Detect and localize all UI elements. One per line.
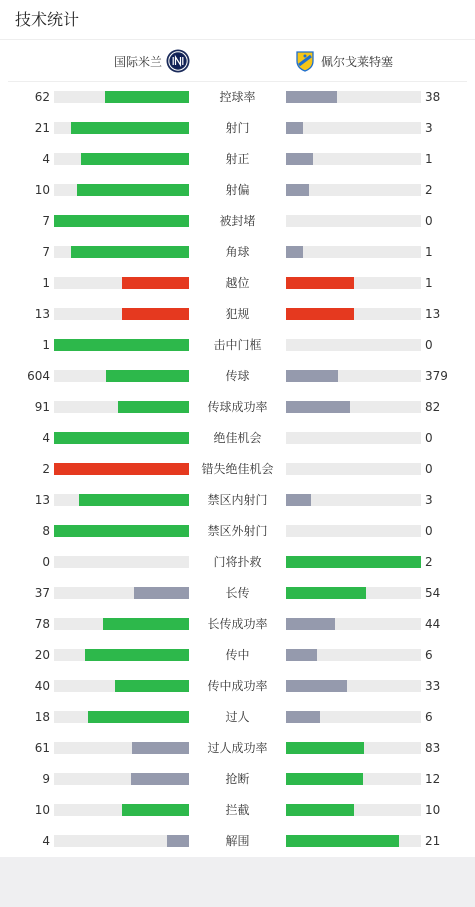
home-stat-bar-fill [167, 835, 189, 847]
home-stat-bar [54, 370, 189, 382]
home-stat-bar [54, 494, 189, 506]
away-stat-value: 0 [425, 462, 433, 476]
home-stat-bar-fill [103, 618, 189, 630]
away-stat-bar-fill [286, 587, 366, 599]
stat-row [0, 794, 475, 825]
away-stat-bar-fill [286, 680, 347, 692]
home-stat-value: 13 [34, 307, 50, 321]
home-stat-bar [54, 618, 189, 630]
away-stat-value: 33 [425, 679, 441, 693]
away-stat-bar-fill [286, 308, 354, 320]
inter-milan-crest-icon [166, 49, 190, 73]
stat-label: 越位 [225, 276, 250, 290]
away-stat-bar [286, 525, 421, 537]
stat-row [0, 453, 475, 484]
home-stat-bar [54, 91, 189, 103]
away-stat-value: 1 [425, 152, 433, 166]
stat-label: 传中 [225, 648, 250, 662]
home-stat-bar [54, 587, 189, 599]
stat-row [0, 639, 475, 670]
away-stat-value: 3 [425, 493, 433, 507]
home-stat-bar [54, 246, 189, 258]
stat-row [0, 701, 475, 732]
away-stat-value: 1 [425, 245, 433, 259]
title-bar [0, 0, 475, 40]
away-stat-bar-fill [286, 370, 338, 382]
stat-label: 射门 [225, 121, 250, 135]
home-stat-value: 1 [42, 276, 50, 290]
away-stat-bar-fill [286, 246, 303, 258]
stat-row [0, 763, 475, 794]
away-stat-value: 38 [425, 90, 441, 104]
away-stat-value: 83 [425, 741, 441, 755]
home-stat-bar-fill [81, 153, 189, 165]
stat-label: 门将扑救 [213, 555, 262, 569]
home-stat-bar [54, 649, 189, 661]
home-stat-value: 21 [34, 121, 50, 135]
away-stat-value: 1 [425, 276, 433, 290]
away-stat-bar [286, 556, 421, 568]
home-stat-bar-fill [54, 432, 189, 444]
stat-label: 传球 [225, 369, 250, 383]
home-stat-bar [54, 835, 189, 847]
away-stat-bar [286, 246, 421, 258]
home-stat-bar [54, 184, 189, 196]
away-stat-value: 21 [425, 834, 441, 848]
away-stat-bar-fill [286, 91, 337, 103]
stats-list [0, 81, 475, 856]
stat-label: 长传 [225, 586, 250, 600]
home-stat-value: 91 [34, 400, 50, 414]
home-stat-value: 2 [42, 462, 50, 476]
away-stat-value: 6 [425, 710, 433, 724]
home-stat-bar-fill [79, 494, 189, 506]
page-title: 技术统计 [15, 10, 80, 29]
away-stat-bar [286, 215, 421, 227]
away-stat-bar [286, 432, 421, 444]
home-stat-value: 8 [42, 524, 50, 538]
stat-row [0, 484, 475, 515]
stat-row [0, 205, 475, 236]
home-stat-value: 7 [42, 214, 50, 228]
home-stat-bar-fill [54, 525, 189, 537]
away-stat-value: 0 [425, 524, 433, 538]
stat-label: 传球成功率 [207, 400, 268, 414]
home-stat-bar-fill [85, 649, 189, 661]
away-stat-bar [286, 494, 421, 506]
stat-row [0, 732, 475, 763]
away-stat-bar-fill [286, 742, 364, 754]
home-stat-bar [54, 556, 189, 568]
away-stat-bar-fill [286, 804, 354, 816]
away-stat-bar [286, 742, 421, 754]
home-stat-value: 9 [42, 772, 50, 786]
stat-row [0, 267, 475, 298]
home-stat-value: 62 [34, 90, 50, 104]
stat-label: 禁区外射门 [207, 524, 268, 538]
home-stat-value: 10 [34, 803, 50, 817]
stat-row [0, 515, 475, 546]
away-stat-bar [286, 308, 421, 320]
away-stat-value: 0 [425, 214, 433, 228]
stat-row [0, 329, 475, 360]
teams-header [8, 41, 467, 82]
away-stat-bar [286, 711, 421, 723]
stat-label: 被封堵 [219, 214, 256, 228]
away-stat-bar [286, 153, 421, 165]
home-stat-bar-fill [122, 277, 190, 289]
home-stat-bar [54, 773, 189, 785]
pergolettese-crest-icon [293, 49, 317, 73]
stat-row [0, 112, 475, 143]
away-stat-value: 0 [425, 338, 433, 352]
stat-label: 犯规 [225, 307, 250, 321]
away-stat-bar-fill [286, 494, 311, 506]
away-stat-bar [286, 773, 421, 785]
away-stat-value: 12 [425, 772, 441, 786]
stat-row [0, 577, 475, 608]
home-stat-bar [54, 401, 189, 413]
home-stat-bar [54, 215, 189, 227]
home-stat-bar-fill [105, 91, 189, 103]
home-stat-bar [54, 339, 189, 351]
stat-label: 错失绝佳机会 [201, 462, 274, 476]
home-stat-value: 4 [42, 152, 50, 166]
away-stat-bar-fill [286, 649, 317, 661]
away-stat-value: 2 [425, 183, 433, 197]
away-stat-value: 3 [425, 121, 433, 135]
home-stat-bar [54, 153, 189, 165]
home-stat-value: 37 [34, 586, 50, 600]
home-stat-value: 78 [34, 617, 50, 631]
home-stat-value: 61 [34, 741, 50, 755]
home-stat-value: 604 [27, 369, 50, 383]
home-stat-bar-fill [71, 246, 189, 258]
home-stat-value: 0 [42, 555, 50, 569]
stat-label: 传中成功率 [207, 679, 268, 693]
away-stat-bar [286, 122, 421, 134]
away-stat-bar [286, 91, 421, 103]
home-stat-bar [54, 680, 189, 692]
home-stat-bar-fill [122, 804, 190, 816]
stat-label: 过人成功率 [207, 741, 268, 755]
stat-label: 解围 [225, 834, 250, 848]
home-team[interactable] [114, 41, 190, 81]
away-stat-bar [286, 277, 421, 289]
home-stat-bar-fill [71, 122, 189, 134]
away-stat-bar-fill [286, 556, 421, 568]
home-stat-bar-fill [131, 773, 189, 785]
away-stat-value: 379 [425, 369, 448, 383]
away-stat-bar [286, 370, 421, 382]
home-stat-bar-fill [54, 215, 189, 227]
home-stat-value: 40 [34, 679, 50, 693]
home-stat-bar [54, 277, 189, 289]
away-stat-value: 6 [425, 648, 433, 662]
away-stat-bar [286, 618, 421, 630]
home-stat-value: 10 [34, 183, 50, 197]
away-stat-bar [286, 587, 421, 599]
away-stat-bar [286, 184, 421, 196]
stat-label: 射正 [225, 152, 250, 166]
home-stat-bar [54, 711, 189, 723]
home-stat-bar-fill [118, 401, 189, 413]
stat-row [0, 825, 475, 856]
away-team-name: 佩尔戈莱特塞 [321, 54, 394, 69]
home-stat-value: 1 [42, 338, 50, 352]
stat-label: 抢断 [225, 772, 250, 786]
home-stat-bar-fill [106, 370, 189, 382]
stat-row [0, 546, 475, 577]
home-stat-bar-fill [88, 711, 189, 723]
home-stat-bar [54, 122, 189, 134]
home-stat-value: 13 [34, 493, 50, 507]
away-stat-bar [286, 463, 421, 475]
stat-row [0, 422, 475, 453]
stat-row [0, 298, 475, 329]
away-stat-bar-fill [286, 618, 335, 630]
away-team[interactable] [293, 41, 393, 81]
away-stat-bar-fill [286, 184, 309, 196]
stat-row [0, 174, 475, 205]
home-team-name: 国际米兰 [113, 54, 162, 69]
home-stat-bar-fill [122, 308, 190, 320]
stat-row [0, 670, 475, 701]
away-stat-value: 2 [425, 555, 433, 569]
away-stat-value: 54 [425, 586, 441, 600]
away-stat-bar [286, 401, 421, 413]
away-stat-bar [286, 339, 421, 351]
stat-label: 击中门框 [213, 338, 262, 352]
stat-label: 过人 [225, 710, 250, 724]
away-stat-value: 44 [425, 617, 441, 631]
home-stat-bar [54, 308, 189, 320]
away-stat-bar-fill [286, 711, 320, 723]
home-stat-bar [54, 804, 189, 816]
stat-label: 控球率 [219, 90, 256, 104]
home-stat-value: 18 [34, 710, 50, 724]
away-stat-bar-fill [286, 277, 354, 289]
stat-row [0, 608, 475, 639]
away-stat-bar-fill [286, 773, 363, 785]
away-stat-bar [286, 804, 421, 816]
stat-row [0, 143, 475, 174]
home-stat-bar [54, 432, 189, 444]
away-stat-bar [286, 680, 421, 692]
away-stat-bar-fill [286, 122, 303, 134]
stat-label: 长传成功率 [207, 617, 268, 631]
stat-row [0, 81, 475, 112]
home-stat-value: 7 [42, 245, 50, 259]
away-stat-value: 10 [425, 803, 441, 817]
home-stat-bar-fill [132, 742, 189, 754]
stat-label: 角球 [225, 245, 250, 259]
home-stat-bar-fill [115, 680, 189, 692]
home-stat-bar [54, 463, 189, 475]
away-stat-bar-fill [286, 401, 350, 413]
home-stat-bar-fill [54, 463, 189, 475]
home-stat-bar-fill [54, 339, 189, 351]
stat-row [0, 391, 475, 422]
home-stat-bar-fill [77, 184, 189, 196]
away-stat-value: 13 [425, 307, 441, 321]
home-stat-value: 4 [42, 431, 50, 445]
stat-label: 禁区内射门 [207, 493, 268, 507]
away-stat-bar [286, 835, 421, 847]
away-stat-bar-fill [286, 835, 399, 847]
stat-label: 绝佳机会 [213, 431, 262, 445]
away-stat-bar [286, 649, 421, 661]
stat-label: 射偏 [225, 183, 250, 197]
away-stat-bar-fill [286, 153, 313, 165]
home-stat-bar [54, 525, 189, 537]
stat-row [0, 236, 475, 267]
stat-row [0, 360, 475, 391]
home-stat-value: 4 [42, 834, 50, 848]
away-stat-value: 82 [425, 400, 441, 414]
stat-label: 拦截 [225, 803, 250, 817]
home-stat-bar-fill [134, 587, 189, 599]
away-stat-value: 0 [425, 431, 433, 445]
home-stat-value: 20 [34, 648, 50, 662]
home-stat-bar [54, 742, 189, 754]
